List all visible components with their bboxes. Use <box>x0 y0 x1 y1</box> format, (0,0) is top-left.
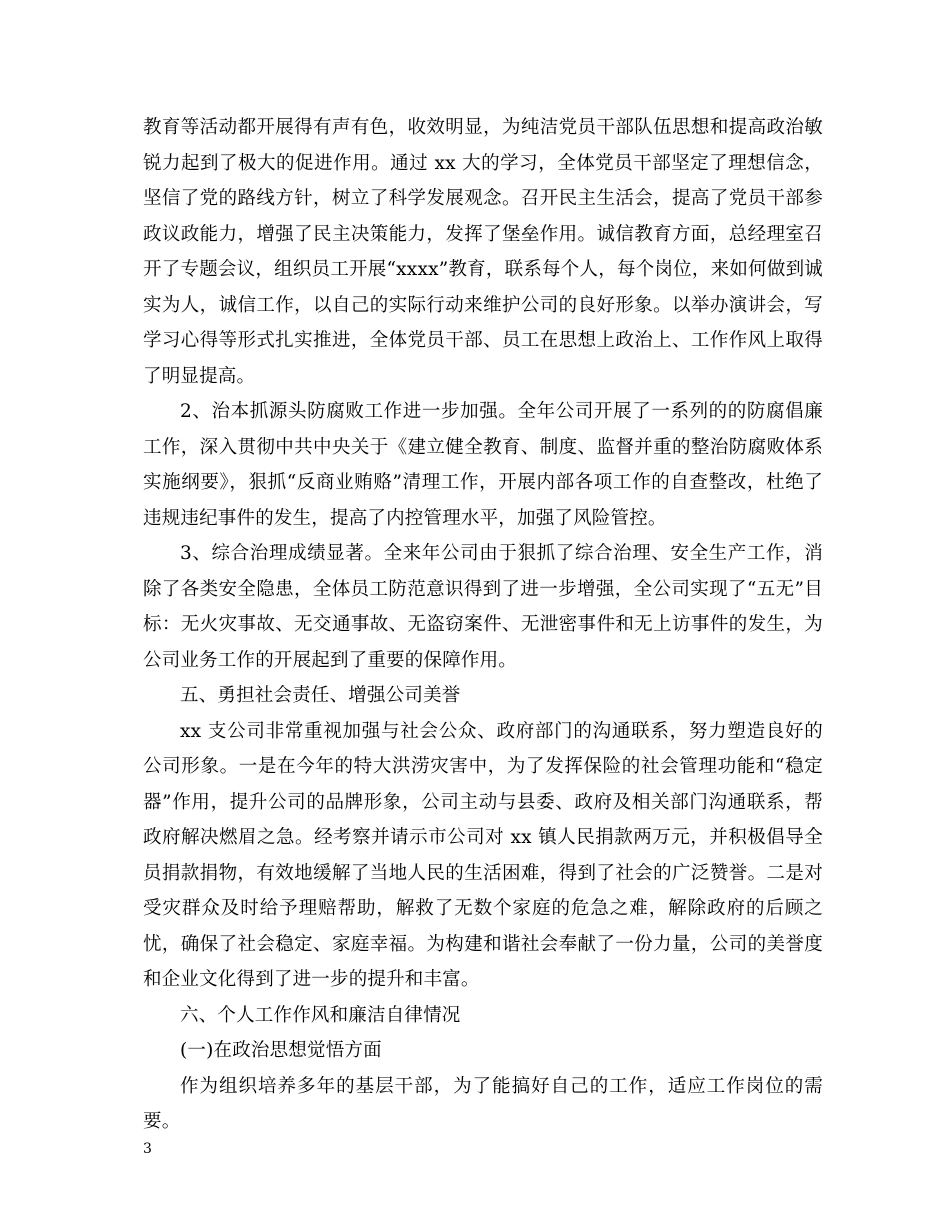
paragraph-grassroots-cadre: 作为组织培养多年的基层干部，为了能搞好自己的工作，适应工作岗位的需要。 <box>143 1075 823 1132</box>
paragraph-comprehensive-governance: 3、综合治理成绩显著。全来年公司由于狠抓了综合治理、安全生产工作，消除了各类安全隐患，全体员工防范意识得到了进一步增强，全公司实现了“五无”目标：无火灾事故、无交通事故、无盗窃案件、无泄密事件和无上访事件的发生，为公司业务工作的开展起到了重要的保障作用。 <box>143 543 823 671</box>
paragraph-party-education: 教育等活动都开展得有声有色，收效明显，为纯洁党员干部队伍思想和提高政治敏锐力起到了极大的促进作用。通过 xx 大的学习，全体党员干部坚定了理想信念，坚信了党的路线方针，树立了科学发展观念。召开民主生活会，提高了党员干部参政议政能力，增强了民主决策能力，发挥了堡垒作用。诚信教育方面，总经理室召开了专题会议，组织员工开展“xxxx”教育，联系每个人，每个岗位，来如何做到诚实为人，诚信工作，以自己的实际行动来维护公司的良好形象。以举办演讲会，写学习心得等形式扎实推进，全体党员干部、员工在思想上政治上、工作作风上取得了明显提高。 <box>143 117 823 387</box>
document-body <box>143 110 823 1140</box>
subsection-heading-political-thought: (一)在政治思想觉悟方面 <box>180 1040 382 1061</box>
page-number: 3 <box>143 1141 152 1157</box>
section-heading-personal-conduct: 六、个人工作作风和廉洁自律情况 <box>180 1004 461 1026</box>
section-heading-social-responsibility: 五、勇担社会责任、增强公司美誉 <box>180 685 461 706</box>
paragraph-public-relations: xx 支公司非常重视加强与社会公众、政府部门的沟通联系，努力塑造良好的公司形象。一是在今年的特大洪涝灾害中，为了发挥保险的社会管理功能和“稳定器”作用，提升公司的品牌形象，公司主动与县委、政府及相关部门沟通联系，帮政府解决燃眉之急。经考察并请示市公司对 xx 镇人民捐款两万元，并积极倡导全员捐款捐物，有效地缓解了当地人民的生活困难，得到了社会的广泛赞誉。二是对受灾群众及时给予理赔帮助，解救了无数个家庭的危急之难，解除政府的后顾之忧，确保了社会稳定、家庭幸福。为构建和谐社会奉献了一份力量，公司的美誉度和企业文化得到了进一步的提升和丰富。 <box>143 720 823 990</box>
paragraph-anti-corruption: 2、治本抓源头防腐败工作进一步加强。全年公司开展了一系列的的防腐倡廉工作，深入贯彻中共中央关于《建立健全教育、制度、监督并重的整治防腐败体系实施纲要》，狠抓“反商业贿赂”清理工作，开展内部各项工作的自查整改，杜绝了违规违纪事件的发生，提高了内控管理水平，加强了风险管控。 <box>143 401 823 529</box>
